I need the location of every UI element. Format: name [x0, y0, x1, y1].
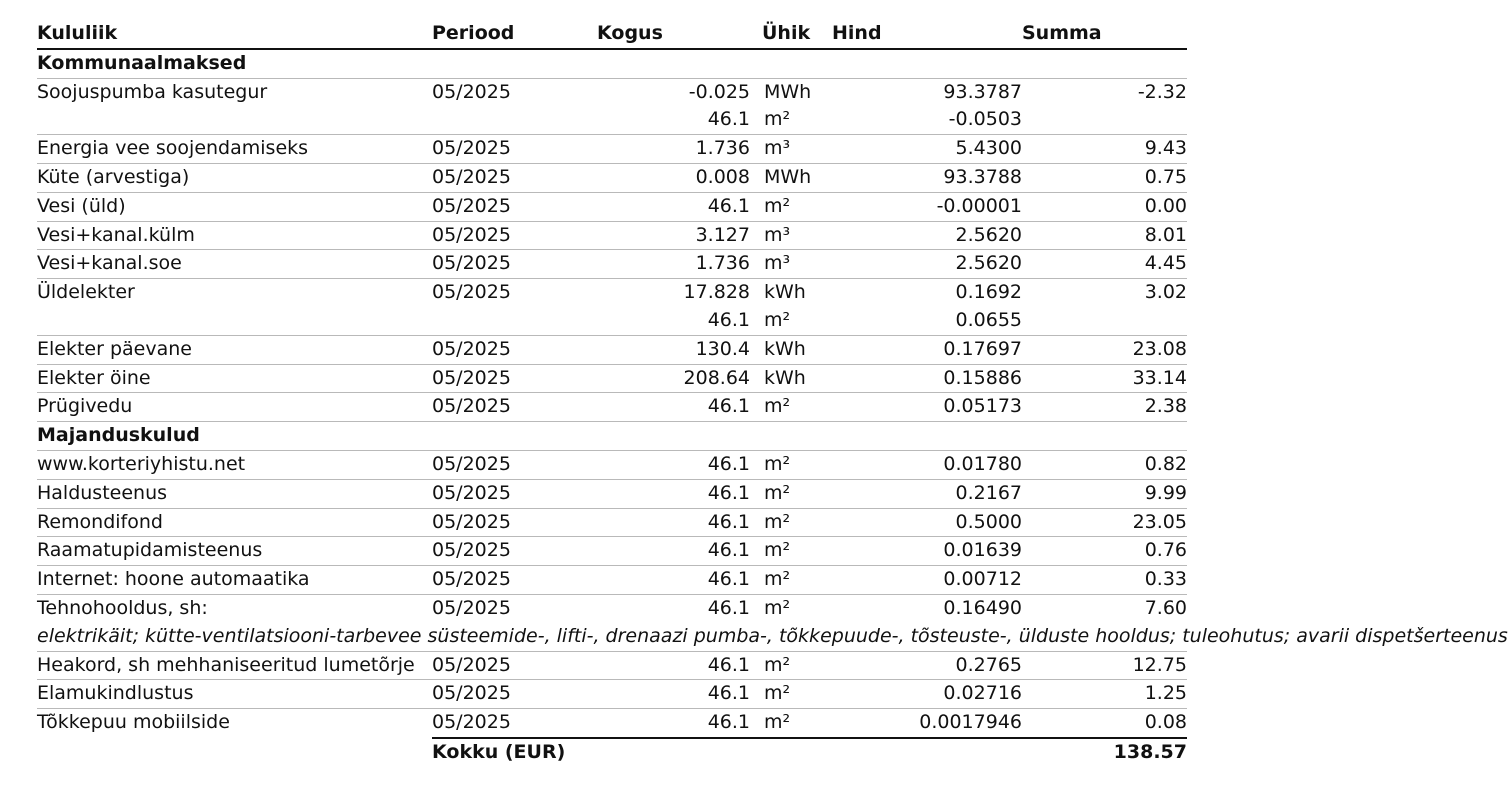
- cell-sum: 7.60: [1144, 596, 1187, 619]
- tech-service-note: elektrikäit; kütte-ventilatsiooni-tarbevee süsteemide-, lifti-, drenaazi pumba-, tõkkepuude-, tõsteuste-, ülduste hooldus; tuleohutus; avarii dispetšerteenus: [37, 623, 1187, 651]
- table-row: [37, 450, 1187, 479]
- header-item: Kululiik: [37, 20, 432, 49]
- cell-item: Remondifond: [37, 508, 432, 537]
- cell-price: 0.1692: [955, 281, 1022, 304]
- cell-sum: 0.33: [1022, 566, 1187, 595]
- cell-sum: 8.01: [1022, 221, 1187, 250]
- cell-period: 05/2025: [432, 508, 597, 537]
- cell-price: 0.01780: [832, 450, 1022, 479]
- cell-item: Raamatupidamisteenus: [37, 537, 432, 566]
- cell-period: 05/2025: [432, 221, 597, 250]
- table-row: [37, 364, 1187, 393]
- cell-sum: 0.76: [1022, 537, 1187, 566]
- cell-unit: m²: [762, 479, 832, 508]
- section-heading: [37, 422, 1187, 451]
- cell-quantity: 1.736: [597, 250, 762, 279]
- table-row: [37, 594, 1187, 622]
- table-row: [37, 106, 1187, 134]
- cell-price: 0.01639: [832, 537, 1022, 566]
- cell-period: 05/2025: [432, 135, 597, 164]
- cell-price: 0.15886: [832, 364, 1022, 393]
- table-row: [37, 537, 1187, 566]
- cell-period: 05/2025: [432, 450, 597, 479]
- cell-unit: m²: [764, 711, 791, 734]
- cell-sum: 23.05: [1022, 508, 1187, 537]
- total-label: Kokku (EUR): [432, 738, 1022, 767]
- header-price: Hind: [832, 20, 1022, 49]
- table-row: [37, 709, 1187, 738]
- cell-price: 0.2765: [832, 651, 1022, 680]
- cell-unit: kWh: [762, 364, 832, 393]
- cell-period: 05/2025: [432, 596, 511, 619]
- cell-item: Vesi (üld): [37, 192, 432, 221]
- cell-sum: 0.00: [1022, 192, 1187, 221]
- cell-price: 0.05173: [832, 393, 1022, 422]
- cell-unit: m³: [762, 221, 832, 250]
- cell-period: 05/2025: [432, 163, 597, 192]
- table-row: [37, 135, 1187, 164]
- table-row: [37, 508, 1187, 537]
- cell-quantity: 17.828: [683, 281, 750, 304]
- table-header-row: [37, 20, 1187, 49]
- cell-sum: 2.38: [1022, 393, 1187, 422]
- cell-price: 93.3788: [832, 163, 1022, 192]
- cell-item: Vesi+kanal.soe: [37, 250, 432, 279]
- cell-item: Heakord, sh mehhaniseeritud lumetõrje: [37, 651, 432, 680]
- cell-period: 05/2025: [432, 250, 597, 279]
- cell-quantity: 46.1: [597, 450, 762, 479]
- cell-price: 0.0655: [832, 307, 1022, 335]
- cell-quantity: 3.127: [597, 221, 762, 250]
- cell-price: -0.00001: [832, 192, 1022, 221]
- cell-quantity: 46.1: [707, 711, 750, 734]
- table-row: [37, 335, 1187, 364]
- table-row: [37, 680, 1187, 709]
- cell-item: Haldusteenus: [37, 479, 432, 508]
- cell-quantity: 46.1: [597, 479, 762, 508]
- cell-item: Küte (arvestiga): [37, 163, 432, 192]
- table-row: [37, 479, 1187, 508]
- cell-unit: kWh: [764, 281, 806, 304]
- cell-period: 05/2025: [432, 566, 597, 595]
- cell-sum: 12.75: [1022, 651, 1187, 680]
- table-row: [37, 250, 1187, 279]
- table-row: [37, 566, 1187, 595]
- cell-unit: m²: [762, 393, 832, 422]
- total-value: 138.57: [1022, 738, 1187, 767]
- header-quantity: Kogus: [597, 20, 762, 49]
- cell-item: [37, 106, 432, 134]
- cell-period: [432, 106, 597, 134]
- cell-sum: [1022, 307, 1187, 335]
- section-title-utilities: Kommunaalmaksed: [37, 49, 1187, 78]
- cell-period: 05/2025: [432, 537, 597, 566]
- cell-sum: 0.75: [1022, 163, 1187, 192]
- cell-sum: 4.45: [1022, 250, 1187, 279]
- cell-sum: -2.32: [1137, 80, 1187, 103]
- cell-price: 2.5620: [832, 250, 1022, 279]
- section-title-maintenance: Majanduskulud: [37, 422, 1187, 451]
- header-sum: Summa: [1022, 20, 1187, 49]
- cell-sum: 3.02: [1144, 281, 1187, 304]
- table-row: [37, 163, 1187, 192]
- cell-unit: m²: [762, 508, 832, 537]
- cell-quantity: 46.1: [597, 651, 762, 680]
- cost-table: [37, 20, 1508, 767]
- cell-quantity: 46.1: [597, 106, 762, 134]
- cell-sum: 33.14: [1022, 364, 1187, 393]
- cell-sum: 9.99: [1022, 479, 1187, 508]
- cell-period: 05/2025: [432, 680, 597, 709]
- cell-price: 5.4300: [832, 135, 1022, 164]
- cell-unit: m²: [764, 596, 791, 619]
- cell-sum: 1.25: [1022, 680, 1187, 709]
- cell-price: 0.16490: [943, 596, 1022, 619]
- cell-item: Tehnohooldus, sh:: [37, 596, 208, 619]
- cell-unit: m²: [762, 307, 832, 335]
- cell-period: 05/2025: [432, 192, 597, 221]
- cell-period: 05/2025: [432, 711, 511, 734]
- table-row: [37, 221, 1187, 250]
- cell-unit: m²: [762, 106, 832, 134]
- cell-price: -0.0503: [832, 106, 1022, 134]
- cell-unit: m³: [762, 135, 832, 164]
- cell-price: 0.02716: [832, 680, 1022, 709]
- cell-unit: m²: [762, 537, 832, 566]
- cell-item: Elekter öine: [37, 364, 432, 393]
- cell-quantity: 46.1: [597, 508, 762, 537]
- cell-unit: m²: [762, 566, 832, 595]
- total-row: [37, 738, 1187, 767]
- cell-item: Tõkkepuu mobiilside: [37, 711, 230, 734]
- cell-sum: 0.08: [1144, 711, 1187, 734]
- cell-period: 05/2025: [432, 364, 597, 393]
- cell-period: 05/2025: [432, 651, 597, 680]
- cell-sum: 9.43: [1022, 135, 1187, 164]
- cell-quantity: 46.1: [707, 596, 750, 619]
- table-row: [37, 192, 1187, 221]
- cell-period: 05/2025: [432, 335, 597, 364]
- cell-item: Üldelekter: [37, 281, 135, 304]
- service-note-row: [37, 623, 1187, 651]
- cell-unit: m²: [762, 680, 832, 709]
- table-row: [37, 78, 1187, 106]
- cell-price: 93.3787: [943, 80, 1022, 103]
- header-unit: Ühik: [762, 20, 832, 49]
- table-row: [37, 279, 1187, 307]
- cell-item: Soojuspumba kasutegur: [37, 80, 268, 103]
- cell-quantity: 46.1: [597, 680, 762, 709]
- cell-period: 05/2025: [432, 393, 597, 422]
- table-row: [37, 393, 1187, 422]
- cell-quantity: 130.4: [597, 335, 762, 364]
- cell-unit: MWh: [764, 80, 812, 103]
- cell-quantity: 46.1: [597, 192, 762, 221]
- cell-unit: MWh: [762, 163, 832, 192]
- cell-quantity: 0.008: [597, 163, 762, 192]
- cell-unit: kWh: [762, 335, 832, 364]
- cell-period: 05/2025: [432, 281, 511, 304]
- cell-unit: m²: [762, 651, 832, 680]
- cell-period: 05/2025: [432, 479, 597, 508]
- cell-price: 2.5620: [832, 221, 1022, 250]
- cell-item: Prügivedu: [37, 393, 432, 422]
- cell-item: Energia vee soojendamiseks: [37, 135, 432, 164]
- cell-price: 0.17697: [832, 335, 1022, 364]
- cell-item: www.korteriyhistu.net: [37, 450, 432, 479]
- cell-quantity: 208.64: [597, 364, 762, 393]
- header-period: Periood: [432, 20, 597, 49]
- cell-sum: 23.08: [1022, 335, 1187, 364]
- cell-quantity: 46.1: [597, 566, 762, 595]
- cell-quantity: -0.025: [688, 80, 750, 103]
- cell-unit: m³: [762, 250, 832, 279]
- cell-price: 0.5000: [832, 508, 1022, 537]
- cell-quantity: 46.1: [597, 307, 762, 335]
- cell-quantity: 46.1: [597, 537, 762, 566]
- cell-item: Elamukindlustus: [37, 680, 432, 709]
- cell-quantity: 1.736: [597, 135, 762, 164]
- cell-sum: [1022, 106, 1187, 134]
- table-row: [37, 651, 1187, 680]
- cell-item: Elekter päevane: [37, 335, 432, 364]
- cell-unit: m²: [762, 450, 832, 479]
- cell-item: [37, 307, 432, 335]
- cell-price: 0.00712: [832, 566, 1022, 595]
- cell-sum: 0.82: [1022, 450, 1187, 479]
- cell-period: [432, 307, 597, 335]
- cell-period: 05/2025: [432, 80, 511, 103]
- cell-unit: m²: [762, 192, 832, 221]
- cell-quantity: 46.1: [597, 393, 762, 422]
- cell-price: 0.0017946: [919, 711, 1022, 734]
- cell-item: Vesi+kanal.külm: [37, 221, 432, 250]
- cell-item: Internet: hoone automaatika: [37, 566, 432, 595]
- table-row: [37, 307, 1187, 335]
- section-heading: [37, 49, 1187, 78]
- cell-price: 0.2167: [832, 479, 1022, 508]
